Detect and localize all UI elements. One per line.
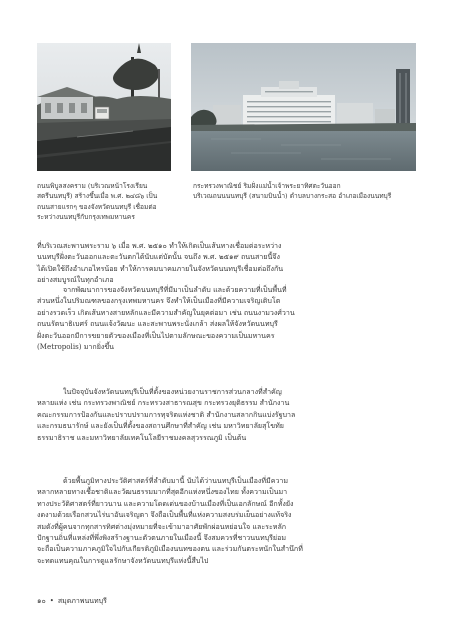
- body-paragraph: [37, 240, 423, 286]
- text-line: ในปัจจุบันจังหวัดนนทบุรีเป็นที่ตั้งของหน่วยงานราชการส่วนกลางที่สำคัญ: [63, 387, 282, 396]
- text-line: หลากหลายทางเชื้อชาติและวัฒนธรรมมากที่สุดอีกแห่งหนึ่งของไทย ทั้งความเป็นมา: [37, 487, 288, 497]
- text-line: ปักฐานถิ่นที่แหล่งที่พึ่งพิงสร้างฐานะตัวตนภายในเมืองนี้ จึงสมควรที่ชาวนนทบุรีย่อม: [37, 533, 287, 543]
- body-paragraph: [37, 284, 423, 352]
- caption-line: สตรีนนทบุรี) สร้างขึ้นเมื่อ พ.ศ. ๒๔๘๖ เป็น: [37, 192, 158, 201]
- text-line: ทางประวัติศาสตร์ที่ยาวนาน และความโดดเด่นของบ้านเมืองที่เป็นเอกลักษณ์ อีกทั้งยัง: [37, 498, 294, 508]
- page-number: ๑๐: [37, 597, 46, 605]
- right-photo-caption: [193, 181, 418, 202]
- left-photo-caption: [37, 181, 177, 222]
- page-footer: [37, 596, 107, 607]
- text-line: ด้วยพื้นภูมิทางประวัติศาสตร์ที่ลำดับมานี้ นับได้ว่านนทบุรีเป็นเมืองที่มีความ: [63, 476, 289, 485]
- text-line: สมดังที่ผู้คนจากทุกสารทิศต่างมุ่งหมายที่จะเข้ามาอาศัยพักผ่อนหย่อนใจ และระหลัก: [37, 521, 287, 531]
- text-line: จากพัฒนาการของจังหวัดนนทบุรีที่มีมาเป็นลำดับ และด้วยความที่เป็นพื้นที่: [63, 285, 287, 294]
- text-line: อย่างสมบูรณ์ในทุกอำเภอ: [37, 275, 114, 285]
- caption-line: ถนนสายแรกๆ ของจังหวัดนนทบุรี เชื่อมต่อ: [37, 202, 157, 211]
- body-paragraph: [37, 386, 423, 443]
- caption-line: ถนนพิบูลสงคราม (บริเวณหน้าโรงเรียน: [37, 182, 148, 190]
- text-line: จะทดแทนคุณในการดูแลรักษาจังหวัดนนทบุรีแห่งนี้สืบไป: [37, 555, 209, 565]
- text-line: ได้เปิดใช้ถึงอำเภอไทรน้อย ทำให้การคมนาคมภายในจังหวัดนนทบุรีเชื่อมต่อถึงกัน: [37, 263, 284, 273]
- text-line: หลายแห่ง เช่น กระทรวงพาณิชย์ กระทรวงสาธารณสุข กระทรวงยุติธรรม สำนักงาน: [37, 398, 290, 408]
- text-line: นนทบุรีฝั่งตะวันออกและตะวันตกได้นับแต่บัดนั้น จนถึง พ.ศ. ๒๕๑๙ ถนนสายนี้จึง: [37, 252, 280, 262]
- text-line: และกรมธนารักษ์ และยังเป็นที่ตั้งของสถานศึกษาที่สำคัญ เช่น มหาวิทยาลัยสุโขทัย: [37, 421, 284, 431]
- text-line: ธรรมาธิราช และมหาวิทยาลัยเทคโนโลยีราชมงคลสุวรรณภูมิ เป็นต้น: [37, 432, 247, 442]
- text-line: อย่างรวดเร็ว เกิดเส้นทางสายหลักและมีความสำคัญในยุคต่อมา เช่น ถนนงามวงศ์วาน: [37, 307, 295, 317]
- book-title: สมุดภาพนนทบุรี: [57, 597, 107, 605]
- ministry-photo: [191, 43, 416, 171]
- text-line: จะถือเป็นความภาคภูมิใจไปกับเกียรติภูมิเมืองนนทของตน และร่วมกันตระหนักในสำนึกที่: [37, 544, 303, 554]
- caption-line: บริเวณถนนนนทบุรี (สนามบินน้ำ) ตำบลบางกระสอ อำเภอเมืองนนทบุรี: [193, 192, 392, 201]
- road-photo: [37, 43, 171, 171]
- text-line: ส่วนหนึ่งในปริมณฑลของกรุงเทพมหานคร จึงทำให้เป็นเมืองที่มีความเจริญเติบโต: [37, 296, 281, 306]
- body-paragraph: [37, 475, 423, 566]
- bullet-separator: •: [49, 597, 54, 605]
- text-line: (Metropolis) มากยิ่งขึ้น: [37, 342, 115, 352]
- text-line: ถนนรัตนาธิเบศร์ ถนนแจ้งวัฒนะ และสะพานพระนั่งเกล้า ส่งผลให้จังหวัดนนทบุรี: [37, 319, 278, 329]
- text-line: ที่บริเวณสะพานพระราม ๖ เมื่อ พ.ศ. ๒๕๑๐ ทำให้เกิดเป็นเส้นทางเชื่อมต่อระหว่าง: [37, 241, 282, 250]
- caption-line: ระหว่างนนทบุรีกับกรุงเทพมหานคร: [37, 212, 135, 221]
- text-line: ฝั่งตะวันออกมีการขยายตัวของเมืองที่เป็นไปตามลักษณะของความเป็นมหานคร: [37, 330, 275, 340]
- caption-line: กระทรวงพาณิชย์ ริมฝั่งแม่น้ำเจ้าพระยาทิศตะวันออก: [193, 182, 341, 190]
- text-line: คณะกรรมการป้องกันและปราบปรามการทุจริตแห่งชาติ สำนักงานสลากกินแบ่งรัฐบาล: [37, 409, 296, 419]
- text-line: งดงามด้วยเรือกสวนไร่นาอันเจริญตา จึงถือเป็นพื้นที่แห่งความสงบร่มเย็นอย่างแท้จริง: [37, 510, 292, 520]
